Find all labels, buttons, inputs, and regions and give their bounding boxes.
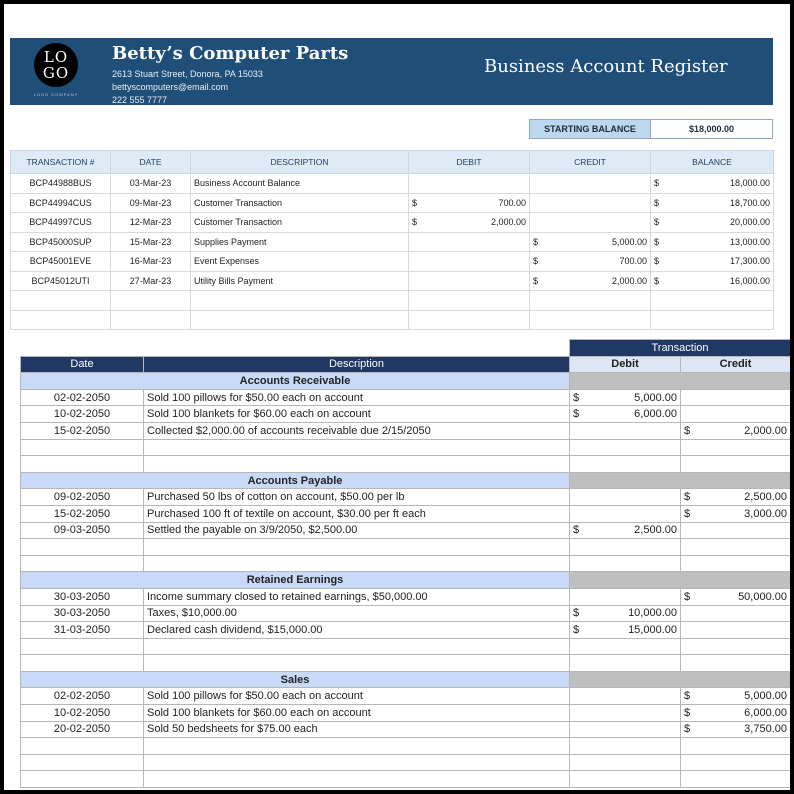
empty-cell[interactable]	[11, 291, 111, 311]
currency-sign: $	[684, 690, 691, 703]
ledger-date-cell[interactable]: 30-03-2050	[21, 605, 144, 622]
ledger-amount-cell[interactable]	[570, 588, 681, 605]
amount-cell[interactable]	[530, 174, 651, 194]
empty-cell[interactable]	[21, 754, 144, 771]
ledger-description-cell[interactable]: Sold 100 pillows for $50.00 each on account	[144, 688, 570, 705]
section-header-row	[21, 373, 791, 390]
ledger-amount-cell[interactable]	[570, 721, 681, 738]
transaction-id-cell[interactable]: BCP45012UTI	[11, 271, 111, 291]
transaction-id-cell[interactable]: BCP44997CUS	[11, 213, 111, 233]
blank-cell	[144, 340, 570, 357]
currency-sign: $	[533, 236, 539, 247]
money-wrap	[684, 491, 787, 503]
currency-sign: $	[573, 391, 580, 404]
transaction-id-cell[interactable]: BCP44994CUS	[11, 193, 111, 213]
register-row	[11, 271, 774, 291]
starting-balance-value[interactable]: $18,000.00	[650, 119, 773, 139]
register-row	[11, 174, 774, 194]
empty-cell[interactable]	[570, 655, 681, 672]
currency-sign: $	[573, 623, 580, 636]
currency-sign: $	[654, 236, 660, 247]
currency-sign: $	[684, 706, 691, 719]
company-header	[10, 38, 773, 105]
description-cell[interactable]: Business Account Balance	[191, 174, 409, 194]
currency-sign: $	[533, 275, 539, 286]
register-row	[11, 252, 774, 272]
register-title: Business Account Register	[484, 56, 728, 77]
empty-cell[interactable]	[570, 539, 681, 556]
section-header-row	[21, 671, 791, 688]
section-title: Accounts Receivable	[21, 373, 570, 390]
logo-text-bottom: GO	[42, 64, 70, 82]
register-header-row	[11, 151, 774, 174]
amount-value: 15,000.00	[628, 623, 677, 636]
empty-cell[interactable]	[681, 439, 791, 456]
ledger-amount-cell[interactable]	[681, 522, 791, 539]
currency-sign: $	[654, 178, 660, 189]
money-wrap	[533, 237, 647, 247]
ledger-amount-cell[interactable]	[570, 505, 681, 522]
amount-value: 5,000.00	[634, 391, 677, 404]
currency-sign: $	[412, 197, 418, 208]
section-header-row	[21, 472, 791, 489]
ledger-empty-row	[21, 771, 791, 788]
ledger-empty-row	[21, 555, 791, 572]
amount-value: 6,000.00	[634, 408, 677, 421]
money-wrap	[573, 524, 677, 536]
empty-cell[interactable]	[570, 555, 681, 572]
col-credit-header: Credit	[681, 356, 791, 373]
company-phone: 222 555 7777	[112, 95, 168, 105]
ledger-amount-cell[interactable]	[570, 489, 681, 506]
amount-value: 17,300.00	[729, 256, 770, 267]
amount-value: 5,000.00	[744, 690, 787, 703]
empty-cell[interactable]	[144, 439, 570, 456]
ledger-description-cell[interactable]: Sold 100 pillows for $50.00 each on account	[144, 389, 570, 406]
empty-cell[interactable]	[21, 439, 144, 456]
transaction-id-cell[interactable]: BCP45001EVE	[11, 252, 111, 272]
ledger-empty-row	[21, 738, 791, 755]
ledger-amount-cell[interactable]	[681, 605, 791, 622]
register-col-header: DATE	[111, 151, 191, 174]
section-gray-fill	[570, 671, 791, 688]
company-email: bettyscomputers@email.com	[112, 82, 229, 92]
amount-value: 6,000.00	[744, 706, 787, 719]
ledger-description-cell[interactable]: Collected $2,000.00 of accounts receivable due 2/15/2050	[144, 422, 570, 439]
ledger-date-cell[interactable]: 02-02-2050	[21, 389, 144, 406]
ledger-row	[21, 422, 791, 439]
empty-cell[interactable]	[530, 310, 651, 330]
empty-cell[interactable]	[11, 310, 111, 330]
amount-value: 18,700.00	[729, 197, 770, 208]
register-col-header: CREDIT	[530, 151, 651, 174]
section-title: Retained Earnings	[21, 572, 570, 589]
amount-cell[interactable]	[651, 232, 774, 252]
ledger-description-cell[interactable]: Settled the payable on 3/9/2050, $2,500.00	[144, 522, 570, 539]
section-title: Sales	[21, 671, 570, 688]
money-wrap	[654, 217, 770, 227]
amount-value: 5,000.00	[611, 236, 647, 247]
section-gray-fill	[570, 572, 791, 589]
ledger-amount-cell[interactable]	[570, 705, 681, 722]
ledger-date-cell[interactable]: 09-03-2050	[21, 522, 144, 539]
empty-cell[interactable]	[21, 456, 144, 473]
amount-cell[interactable]	[651, 213, 774, 233]
amount-value: 700.00	[619, 256, 647, 267]
transaction-id-cell[interactable]: BCP45000SUP	[11, 232, 111, 252]
ledger-date-cell[interactable]: 10-02-2050	[21, 406, 144, 423]
description-cell[interactable]: Utility Bills Payment	[191, 271, 409, 291]
ledger-row	[21, 505, 791, 522]
company-name: Betty’s Computer Parts	[112, 43, 349, 64]
money-wrap	[684, 508, 787, 520]
amount-cell[interactable]	[409, 271, 530, 291]
empty-cell[interactable]	[144, 655, 570, 672]
ledger-empty-row	[21, 439, 791, 456]
col-date-header: Date	[21, 356, 144, 373]
date-cell[interactable]: 16-Mar-23	[111, 252, 191, 272]
amount-value: 700.00	[498, 197, 526, 208]
section-gray-fill	[570, 472, 791, 489]
section-title: Accounts Payable	[21, 472, 570, 489]
empty-cell[interactable]	[144, 771, 570, 788]
amount-value: 3,000.00	[744, 507, 787, 520]
amount-cell[interactable]	[651, 193, 774, 213]
currency-sign: $	[684, 590, 691, 603]
amount-cell[interactable]	[530, 232, 651, 252]
amount-value: 10,000.00	[628, 607, 677, 620]
ledger-description-cell[interactable]: Taxes, $10,000.00	[144, 605, 570, 622]
ledger-amount-cell[interactable]	[681, 389, 791, 406]
amount-value: 18,000.00	[729, 178, 770, 189]
ledger-empty-row	[21, 539, 791, 556]
currency-sign: $	[684, 424, 691, 437]
ledger-amount-cell[interactable]	[570, 406, 681, 423]
money-wrap	[654, 237, 770, 247]
empty-cell[interactable]	[570, 754, 681, 771]
transaction-id-cell[interactable]: BCP44988BUS	[11, 174, 111, 194]
empty-cell[interactable]	[681, 456, 791, 473]
money-wrap	[684, 591, 787, 603]
currency-sign: $	[684, 491, 691, 504]
register-empty-row	[11, 310, 774, 330]
ledger-amount-cell[interactable]	[570, 605, 681, 622]
empty-cell[interactable]	[570, 456, 681, 473]
amount-cell[interactable]	[409, 193, 530, 213]
ledger-date-cell[interactable]: 09-02-2050	[21, 489, 144, 506]
empty-cell[interactable]	[144, 456, 570, 473]
amount-value: 50,000.00	[738, 590, 787, 603]
money-wrap	[654, 198, 770, 208]
empty-cell[interactable]	[681, 655, 791, 672]
empty-cell[interactable]	[681, 555, 791, 572]
currency-sign: $	[573, 524, 580, 537]
ledger-amount-cell[interactable]	[681, 721, 791, 738]
money-wrap	[533, 256, 647, 266]
currency-sign: $	[654, 217, 660, 228]
empty-cell[interactable]	[191, 310, 409, 330]
ledger-amount-cell[interactable]	[681, 422, 791, 439]
ledger-row	[21, 389, 791, 406]
money-wrap	[533, 276, 647, 286]
ledger-amount-cell[interactable]	[681, 505, 791, 522]
empty-cell[interactable]	[21, 539, 144, 556]
empty-cell[interactable]	[144, 638, 570, 655]
empty-cell[interactable]	[21, 638, 144, 655]
ledger-date-cell[interactable]: 15-02-2050	[21, 422, 144, 439]
register-table	[10, 150, 774, 330]
amount-cell[interactable]	[530, 271, 651, 291]
ledger-amount-cell[interactable]	[681, 622, 791, 639]
description-cell[interactable]: Supplies Payment	[191, 232, 409, 252]
section-header-row	[21, 572, 791, 589]
empty-cell[interactable]	[570, 738, 681, 755]
currency-sign: $	[654, 197, 660, 208]
ledger-amount-cell[interactable]	[681, 688, 791, 705]
date-cell[interactable]: 12-Mar-23	[111, 213, 191, 233]
company-address: 2613 Stuart Street, Donora, PA 15033	[112, 69, 263, 79]
ledger-description-cell[interactable]: Declared cash dividend, $15,000.00	[144, 622, 570, 639]
empty-cell[interactable]	[409, 310, 530, 330]
currency-sign: $	[684, 723, 691, 736]
ledger-amount-cell[interactable]	[681, 588, 791, 605]
money-wrap	[573, 392, 677, 404]
ledger-row	[21, 406, 791, 423]
amount-value: 20,000.00	[729, 217, 770, 228]
register-col-header: TRANSACTION #	[11, 151, 111, 174]
ledger-date-cell[interactable]: 31-03-2050	[21, 622, 144, 639]
ledger-empty-row	[21, 655, 791, 672]
amount-cell[interactable]	[651, 271, 774, 291]
empty-cell[interactable]	[111, 291, 191, 311]
ledger-description-cell[interactable]: Sold 100 blankets for $60.00 each on account	[144, 705, 570, 722]
ledger-amount-cell[interactable]	[570, 522, 681, 539]
empty-cell[interactable]	[570, 771, 681, 788]
empty-cell[interactable]	[681, 754, 791, 771]
description-cell[interactable]: Event Expenses	[191, 252, 409, 272]
blank-cell	[21, 340, 144, 357]
amount-value: 2,500.00	[634, 524, 677, 537]
empty-cell[interactable]	[681, 771, 791, 788]
amount-cell[interactable]	[530, 252, 651, 272]
money-wrap	[684, 690, 787, 702]
ledger-amount-cell[interactable]	[570, 622, 681, 639]
currency-sign: $	[654, 275, 660, 286]
amount-value: 13,000.00	[729, 236, 770, 247]
ledger-date-cell[interactable]: 10-02-2050	[21, 705, 144, 722]
register-row	[11, 232, 774, 252]
currency-sign: $	[654, 256, 660, 267]
ledger-row	[21, 688, 791, 705]
description-cell[interactable]: Customer Transaction	[191, 213, 409, 233]
ledger-amount-cell[interactable]	[570, 688, 681, 705]
ledger-row	[21, 588, 791, 605]
date-cell[interactable]: 09-Mar-23	[111, 193, 191, 213]
amount-value: 3,750.00	[744, 723, 787, 736]
ledger-row	[21, 522, 791, 539]
empty-cell[interactable]	[530, 291, 651, 311]
register-col-header: DEBIT	[409, 151, 530, 174]
ledger-amount-cell[interactable]	[570, 422, 681, 439]
empty-cell[interactable]	[21, 771, 144, 788]
date-cell[interactable]: 27-Mar-23	[111, 271, 191, 291]
currency-sign: $	[684, 507, 691, 520]
ledger-date-cell[interactable]: 15-02-2050	[21, 505, 144, 522]
empty-cell[interactable]	[144, 738, 570, 755]
empty-cell[interactable]	[570, 638, 681, 655]
ledger-empty-row	[21, 754, 791, 771]
empty-cell[interactable]	[570, 439, 681, 456]
empty-cell[interactable]	[144, 555, 570, 572]
register-col-header: DESCRIPTION	[191, 151, 409, 174]
money-wrap	[684, 707, 787, 719]
amount-cell[interactable]	[409, 232, 530, 252]
currency-sign: $	[533, 256, 539, 267]
empty-cell[interactable]	[21, 555, 144, 572]
ledger-row	[21, 705, 791, 722]
ledger-row	[21, 721, 791, 738]
ledger-description-cell[interactable]: Purchased 100 ft of textile on account, $30.00 per ft each	[144, 505, 570, 522]
ledger-amount-cell[interactable]	[681, 489, 791, 506]
money-wrap	[684, 723, 787, 735]
ledger-date-cell[interactable]: 02-02-2050	[21, 688, 144, 705]
amount-value: 2,000.00	[611, 275, 647, 286]
ledger-description-cell[interactable]: Sold 100 blankets for $60.00 each on account	[144, 406, 570, 423]
money-wrap	[654, 178, 770, 188]
register-col-header: BALANCE	[651, 151, 774, 174]
currency-sign: $	[573, 408, 580, 421]
ledger-row	[21, 622, 791, 639]
amount-cell[interactable]	[651, 174, 774, 194]
transaction-header: Transaction	[570, 340, 791, 357]
company-logo	[34, 43, 78, 87]
ledger-row	[21, 605, 791, 622]
empty-cell[interactable]	[21, 738, 144, 755]
ledger-transaction-header-row	[21, 340, 791, 357]
section-gray-fill	[570, 373, 791, 390]
col-description-header: Description	[144, 356, 570, 373]
logo-subtitle: LOGO COMPANY	[33, 92, 79, 97]
currency-sign: $	[573, 607, 580, 620]
money-wrap	[573, 607, 677, 619]
date-cell[interactable]: 03-Mar-23	[111, 174, 191, 194]
amount-value: 2,000.00	[744, 424, 787, 437]
empty-cell[interactable]	[191, 291, 409, 311]
ledger-description-cell[interactable]: Purchased 50 lbs of cotton on account, $50.00 per lb	[144, 489, 570, 506]
ledger-amount-cell[interactable]	[681, 705, 791, 722]
empty-cell[interactable]	[681, 638, 791, 655]
amount-cell[interactable]	[530, 193, 651, 213]
description-cell[interactable]: Customer Transaction	[191, 193, 409, 213]
ledger-column-header-row	[21, 356, 791, 373]
money-wrap	[573, 624, 677, 636]
empty-cell[interactable]	[144, 754, 570, 771]
empty-cell[interactable]	[681, 738, 791, 755]
amount-cell[interactable]	[409, 174, 530, 194]
empty-cell[interactable]	[651, 310, 774, 330]
amount-cell[interactable]	[409, 213, 530, 233]
register-empty-row	[11, 291, 774, 311]
ledger-description-cell[interactable]: Income summary closed to retained earnings, $50,000.00	[144, 588, 570, 605]
empty-cell[interactable]	[651, 291, 774, 311]
amount-value: 2,500.00	[744, 491, 787, 504]
money-wrap	[412, 217, 526, 227]
empty-cell[interactable]	[21, 655, 144, 672]
register-row	[11, 213, 774, 233]
money-wrap	[684, 425, 787, 437]
amount-cell[interactable]	[409, 252, 530, 272]
ledger-date-cell[interactable]: 20-02-2050	[21, 721, 144, 738]
empty-cell[interactable]	[409, 291, 530, 311]
ledger-date-cell[interactable]: 30-03-2050	[21, 588, 144, 605]
ledger-description-cell[interactable]: Sold 50 bedsheets for $75.00 each	[144, 721, 570, 738]
col-debit-header: Debit	[570, 356, 681, 373]
ledger-empty-row	[21, 456, 791, 473]
register-row	[11, 193, 774, 213]
ledger-amount-cell[interactable]	[570, 389, 681, 406]
currency-sign: $	[412, 217, 418, 228]
ledger-empty-row	[21, 638, 791, 655]
money-wrap	[412, 198, 526, 208]
empty-cell[interactable]	[111, 310, 191, 330]
amount-value: 16,000.00	[729, 275, 770, 286]
empty-cell[interactable]	[681, 539, 791, 556]
ledger-amount-cell[interactable]	[681, 406, 791, 423]
money-wrap	[654, 256, 770, 266]
logo-text-top: LO	[43, 48, 69, 66]
money-wrap	[573, 408, 677, 420]
amount-cell[interactable]	[530, 213, 651, 233]
amount-value: 2,000.00	[490, 217, 526, 228]
ledger-row	[21, 489, 791, 506]
date-cell[interactable]: 15-Mar-23	[111, 232, 191, 252]
starting-balance-label: STARTING BALANCE	[529, 119, 651, 139]
money-wrap	[654, 276, 770, 286]
empty-cell[interactable]	[144, 539, 570, 556]
ledger-table	[20, 339, 791, 788]
amount-cell[interactable]	[651, 252, 774, 272]
